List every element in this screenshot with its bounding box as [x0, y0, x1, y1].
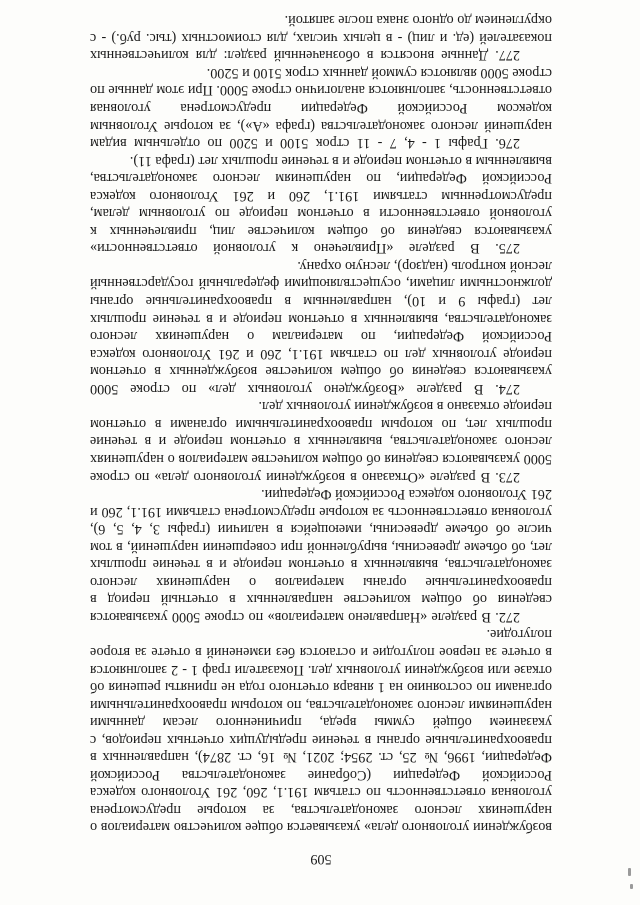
page-text: [90, 11, 552, 867]
paragraph-274: 274. В разделе «Возбуждено уголовных дел» по строке 5000 указываются сведения об общем количестве возбужденных в отчетном периоде уголовных дел по статьям 191.1, 260 и 261 Уголовного кодекса Российской Федерации, по материалам о нарушениях лесного законодательства, выявленных в отчетном периоде и в течение прошлых лет (графы 9 и 10), направленным в правоохранительные органы должностными лицами, осуществляющими федеральный государственный лесной контроль (надзор), лесную охрану.: [90, 257, 552, 397]
scan-speck: [628, 868, 631, 876]
paragraph-277: 277. Данные вносятся в обозначенный раздел: для количественных показателей (ед. и лиц) - в целых числах, для стоимостных (тыс. руб.) - с округлением до одного знака после запятой.: [90, 12, 552, 64]
paragraph-276: 276. Графы 1 - 4, 7 - 11 строк 5100 и 5200 по отдельным видам нарушений лесного законодательства (графа «А»), за которые Уголовным кодексом Российской Федерации предусмотрена уголовная ответственность, заполняются аналогично строке 5000. При этом данные по строке 5000 являются суммой данных строк 5100 и 5200.: [90, 64, 552, 152]
scan-speck: [630, 884, 633, 889]
paragraph-271-continuation: возбуждении уголовного дела» указывается общее количество материалов о нарушениях лесного законодательства, за которые предусмотрена уголовная ответственность по статьям 191.1, 260, 261 Уголовного кодекса Российской Федерации (Собрание законодательства Российской Федерации, 1996, № 25, ст. 2954; 2021, № 16, ст. 2874), направленных в правоохранительные органы в течение предыдущих отчетных периодов, с указанием общей суммы вреда, причиненного лесам данными нарушениями лесного законодательства, по которым правоохранительными органами по состоянию на 1 января отчетного года не приняты решения об отказе или возбуждении уголовных дел. Показатели граф 1 - 2 заполняются в отчете за первое полугодие и остаются без изменений в отчете за второе полугодие.: [90, 626, 552, 836]
paragraph-273: 273. В разделе «Отказано в возбуждении уголовного дела» по строке 5000 указываются сведения об общем количестве материалов о нарушениях лесного законодательства, выявленных в отчетном периоде и в течение прошлых лет, по которым правоохранительными органами в отчетном периоде отказано в возбуждении уголовных дел.: [90, 398, 552, 485]
paragraph-275: 275. В разделе «Привлечено к уголовной ответственности» указываются сведения об общем количестве лиц, привлеченных к уголовной ответственности в отчетном периоде по уголовным делам, предусмотренным статьями 191.1, 260 и 261 Уголовного кодекса Российской Федерации, по нарушениям лесного законодательства, выявленным в отчетном периоде и в течение прошлых лет (графа 11).: [90, 152, 552, 257]
paragraph-272: 272. В разделе «Направлено материалов» по строке 5000 указываются сведения об общем количестве направленных в отчетный период в правоохранительные органы материалов о нарушениях лесного законодательства, выявленных в отчетном периоде и в течение прошлых лет, об объеме древесины, вырубленной при совершении нарушений, в том числе об объеме древесины, имеющейся в наличии (графы 3, 4, 5, 6), уголовная ответственность за которые предусмотрена статьями 191.1, 260 и 261 Уголовного кодекса Российской Федерации.: [90, 486, 552, 625]
page-number: 509: [310, 851, 332, 867]
